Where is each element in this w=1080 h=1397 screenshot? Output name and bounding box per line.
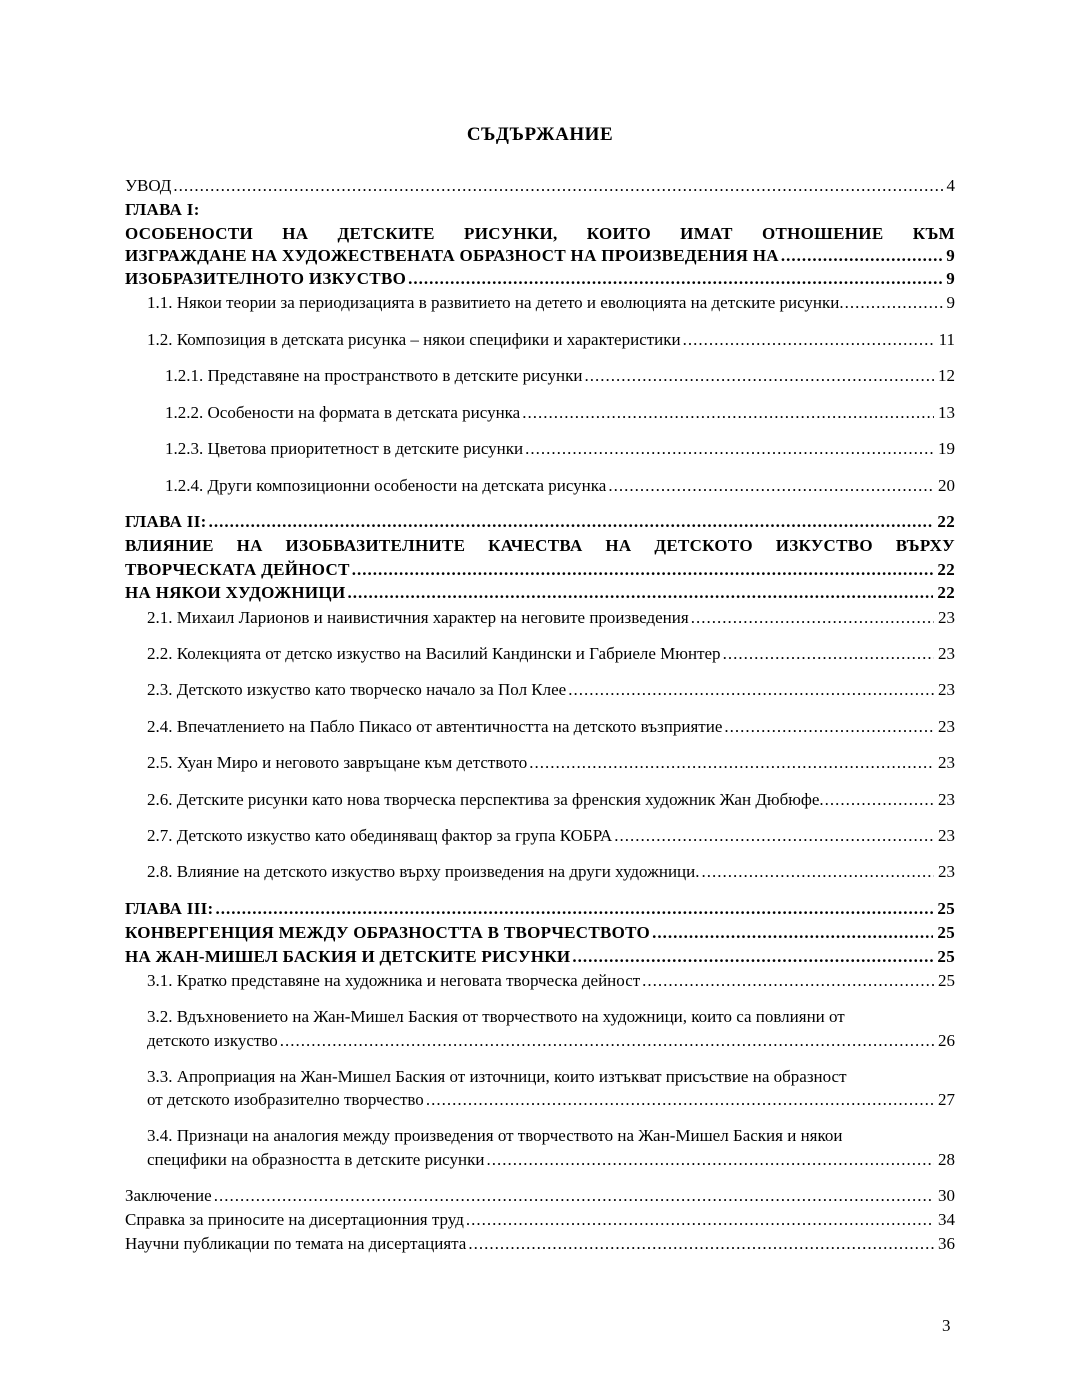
word: НА — [605, 536, 632, 555]
toc-page-number: 22 — [937, 512, 955, 531]
chapter-3-title-line-2[interactable] — [125, 945, 955, 969]
toc-entry-2-5[interactable] — [147, 751, 955, 775]
toc-entry-label: ГЛАВА III: — [125, 899, 214, 918]
dot-leader — [702, 860, 935, 884]
toc-entry-label: специфики на образността в детските рисунки — [147, 1150, 485, 1169]
word: КАЧЕСТВА — [488, 536, 583, 555]
toc-entry-label: 2.8. Влияние на детското изкуство върху произведения на други художници. — [147, 862, 700, 881]
toc-page-number: 23 — [938, 790, 955, 809]
toc-entry-label: 2.3. Детското изкуство като творческо начало за Пол Клее — [147, 680, 567, 699]
dot-leader — [466, 1208, 934, 1232]
toc-entry-3-2-line-1[interactable]: 3.2. Вдъхновението на Жан-Мишел Баския от творчеството на художници, които са повлияни от — [147, 1007, 845, 1026]
toc-page-number: 28 — [938, 1150, 955, 1169]
word: НА — [282, 224, 309, 243]
toc-entry-label: Заключение — [125, 1186, 212, 1205]
toc-page-number: 25 — [937, 947, 955, 966]
toc-entry-3-3-line-1[interactable]: 3.3. Апроприация на Жан-Мишел Баския от източници, които изтъкват присъствие на образност — [147, 1067, 847, 1086]
toc-entry-label: 2.5. Хуан Миро и неговото завръщане към детството — [147, 753, 528, 772]
toc-page-number: 4 — [946, 176, 955, 195]
word: ДЕТСКИТЕ — [337, 224, 435, 243]
toc-page-number: 27 — [938, 1090, 955, 1109]
toc-page-number: 23 — [938, 826, 955, 845]
toc-entry-label: ИЗОБРАЗИТЕЛНОТО ИЗКУСТВО — [125, 269, 407, 288]
dot-leader — [819, 788, 936, 812]
toc-entry-1-2-4[interactable] — [165, 474, 955, 498]
toc-entry-conclusion[interactable] — [125, 1184, 955, 1208]
toc-entry-label: 3.1. Кратко представяне на художника и неговата творческа дейност — [147, 971, 641, 990]
toc-entry-label: 1.1. Някои теории за периодизацията в развитието на детето и еволюцията на детските рисунки — [147, 293, 840, 312]
toc-entry-2-2[interactable] — [147, 642, 955, 666]
dot-leader — [652, 921, 933, 945]
toc-entry-1-1[interactable] — [147, 291, 955, 315]
toc-entry-label: КОНВЕРГЕНЦИЯ МЕЖДУ ОБРАЗНОСТТА В ТВОРЧЕСТВОТО — [125, 923, 651, 942]
dot-leader — [209, 510, 934, 534]
chapter-1-title-line-1 — [125, 222, 955, 246]
toc-entry-label: 1.2.2. Особености на формата в детската рисунка — [165, 403, 521, 422]
toc-entry-3-4-line-2[interactable] — [147, 1148, 955, 1172]
toc-entry-1-2-3[interactable] — [165, 437, 955, 461]
toc-entry-label: детското изкуство — [147, 1031, 278, 1050]
word: ВЪРХУ — [895, 536, 955, 555]
toc-entry-label: 1.2.3. Цветова приоритетност в детските рисунки — [165, 439, 524, 458]
chapter-2-title-line-3[interactable] — [125, 581, 955, 605]
toc-page-number: 20 — [938, 476, 955, 495]
dot-leader — [723, 642, 934, 666]
toc-entry-3-2-line-2[interactable] — [147, 1029, 955, 1053]
toc-page-number: 19 — [938, 439, 955, 458]
toc-page-number: 22 — [937, 560, 955, 579]
toc-page-number: 25 — [937, 899, 955, 918]
toc-page-number: 30 — [938, 1186, 955, 1205]
dot-leader — [426, 1088, 934, 1112]
toc-page-number: 23 — [938, 680, 955, 699]
page-title: СЪДЪРЖАНИЕ — [466, 124, 614, 145]
toc-page-number: 23 — [938, 644, 955, 663]
dot-leader — [839, 291, 944, 315]
toc-entry-1-2[interactable] — [147, 328, 955, 352]
toc-entry-3-4-line-1[interactable]: 3.4. Признаци на аналогия между произведения от творчеството на Жан-Мишел Баския и някои — [147, 1126, 843, 1145]
word: ДЕТСКОТО — [654, 536, 753, 555]
dot-leader — [216, 897, 934, 921]
chapter-2-title-line-2[interactable] — [125, 558, 955, 582]
toc-entry-2-3[interactable] — [147, 678, 955, 702]
toc-entry-label: 2.1. Михаил Ларионов и наивистичния характер на неговите произведения — [147, 608, 689, 627]
page-number: 3 — [942, 1316, 951, 1335]
word: ИЗОБВАЗИТЕЛНИТЕ — [285, 536, 466, 555]
chapter-1-title-line-2[interactable] — [125, 244, 955, 268]
word: КОИТО — [586, 224, 651, 243]
word: КЪМ — [912, 224, 955, 243]
toc-page-number: 9 — [946, 293, 955, 312]
toc-page-number: 9 — [946, 246, 955, 265]
toc-entry-publications[interactable] — [125, 1232, 955, 1256]
dot-leader — [280, 1029, 934, 1053]
dot-leader — [614, 824, 934, 848]
chapter-3-title-line-1[interactable] — [125, 921, 955, 945]
dot-leader — [683, 328, 935, 352]
toc-entry-3-1[interactable] — [147, 969, 955, 993]
toc-page-number: 23 — [938, 608, 955, 627]
dot-leader — [584, 364, 934, 388]
chapter-1-heading[interactable]: ГЛАВА I: — [125, 200, 200, 219]
dot-leader — [572, 945, 933, 969]
toc-page-number: 26 — [938, 1031, 955, 1050]
word: ИЗКУСТВО — [775, 536, 873, 555]
dot-leader — [408, 267, 942, 291]
dot-leader — [468, 1232, 934, 1256]
dot-leader — [608, 474, 934, 498]
toc-entry-label: ИЗГРАЖДАНЕ НА ХУДОЖЕСТВЕНАТА ОБРАЗНОСТ НА ПРОИЗВЕДЕНИЯ НА — [125, 246, 779, 265]
toc-page-number: 22 — [937, 583, 955, 602]
dot-leader — [642, 969, 934, 993]
dot-leader — [568, 678, 934, 702]
toc-entry-label: Справка за приносите на дисертационния труд — [125, 1210, 464, 1229]
chapter-2-heading[interactable] — [125, 510, 955, 534]
toc-page-number: 12 — [938, 366, 955, 385]
toc-entry-2-1[interactable] — [147, 606, 955, 630]
chapter-1-title-line-3[interactable] — [125, 267, 955, 291]
toc-page-number: 23 — [938, 717, 955, 736]
toc-entry-label: ТВОРЧЕСКАТА ДЕЙНОСТ — [125, 560, 350, 579]
toc-page-number: 25 — [937, 923, 955, 942]
toc-entry-label: ГЛАВА II: — [125, 512, 207, 531]
toc-entry-contributions[interactable] — [125, 1208, 955, 1232]
dot-leader — [173, 174, 942, 198]
toc-page-number: 11 — [938, 330, 955, 349]
word: НА — [236, 536, 263, 555]
word: РИСУНКИ, — [464, 224, 558, 243]
chapter-2-title-line-1 — [125, 534, 955, 558]
toc-entry-label: 2.6. Детските рисунки като нова творческа перспектива за френския художник Жан Дюбюфе — [147, 790, 820, 809]
chapter-3-heading[interactable] — [125, 897, 955, 921]
dot-leader — [214, 1184, 934, 1208]
dot-leader — [525, 437, 934, 461]
toc-entry-label: 1.2. Композиция в детската рисунка – някои специфики и характеристики — [147, 330, 681, 349]
toc-entry-2-7[interactable] — [147, 824, 955, 848]
word: ОТНОШЕНИЕ — [761, 224, 884, 243]
toc-entry-label: НА НЯКОИ ХУДОЖНИЦИ — [125, 583, 346, 602]
toc-entry-1-2-2[interactable] — [165, 401, 955, 425]
toc-entry-label: 1.2.4. Други композиционни особености на детската рисунка — [165, 476, 607, 495]
toc-page-number: 36 — [938, 1234, 955, 1253]
toc-page-number: 25 — [938, 971, 955, 990]
dot-leader — [529, 751, 934, 775]
dot-leader — [724, 715, 934, 739]
toc-entry-2-6[interactable] — [147, 788, 955, 812]
toc-entry-label: 1.2.1. Представяне на пространството в детските рисунки — [165, 366, 583, 385]
dot-leader — [781, 244, 942, 268]
toc-page-number: 23 — [938, 862, 955, 881]
dot-leader — [486, 1148, 934, 1172]
dot-leader — [347, 581, 933, 605]
word: ВЛИЯНИЕ — [125, 536, 214, 555]
toc-entry-label: 2.7. Детското изкуство като обединяващ фактор за група КОБРА — [147, 826, 613, 845]
dot-leader — [691, 606, 934, 630]
word: ИМАТ — [680, 224, 733, 243]
toc-page-number: 13 — [938, 403, 955, 422]
toc-entry-3-3-line-2[interactable] — [147, 1088, 955, 1112]
toc-entry-2-4[interactable] — [147, 715, 955, 739]
toc-entry-2-8[interactable] — [147, 860, 955, 884]
dot-leader — [352, 558, 934, 582]
toc-entry-1-2-1[interactable] — [165, 364, 955, 388]
word: ОСОБЕНОСТИ — [125, 224, 254, 243]
toc-entry-label: 2.2. Колекцията от детско изкуство на Василий Кандински и Габриеле Мюнтер — [147, 644, 721, 663]
dot-leader — [522, 401, 934, 425]
toc-page-number: 9 — [946, 269, 955, 288]
toc-entry-label: Научни публикации по темата на дисертацията — [125, 1234, 467, 1253]
toc-entry-label: УВОД — [125, 176, 172, 195]
toc-page-number: 34 — [938, 1210, 955, 1229]
toc-entry-label: 2.4. Впечатлението на Пабло Пикасо от автентичността на детското възприятие — [147, 717, 723, 736]
toc-entry-label: НА ЖАН-МИШЕЛ БАСКИЯ И ДЕТСКИТЕ РИСУНКИ — [125, 947, 571, 966]
toc-entry-label: от детското изобразително творчество — [147, 1090, 424, 1109]
toc-entry-intro[interactable] — [125, 174, 955, 198]
toc-page-number: 23 — [938, 753, 955, 772]
